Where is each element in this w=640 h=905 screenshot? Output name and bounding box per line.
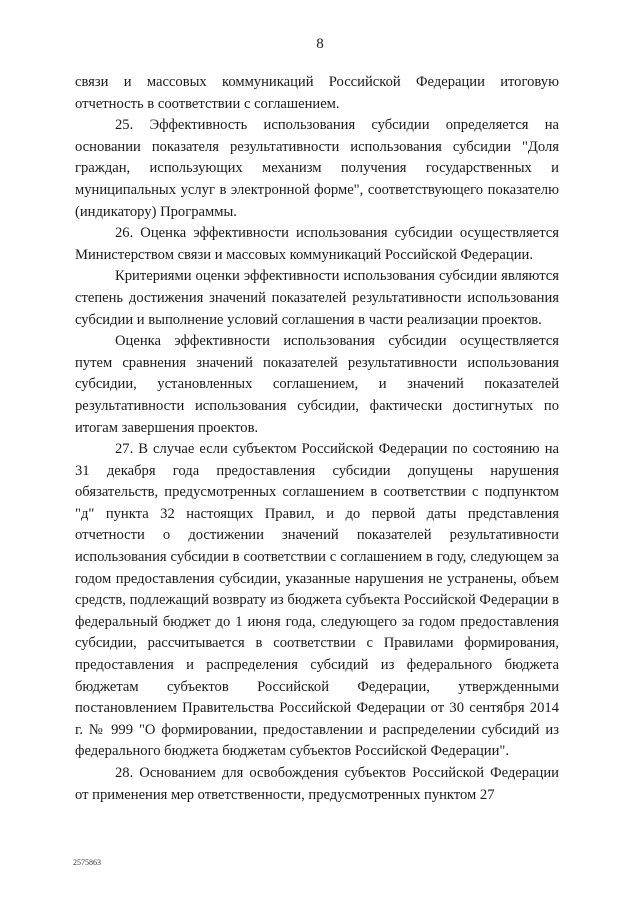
paragraph: связи и массовых коммуникаций Российской Федерации итоговую отчетность в соответствии с соглашением. — [75, 74, 559, 112]
paragraph: Оценка эффективности использования субсидии осуществляется путем сравнения значений показателей результативности использования субсидии, установленных соглашением, и значений показателей результативности использования субсидии, фактически достигнутых по итогам завершения проектов. — [75, 333, 559, 436]
paragraph: 25. Эффективность использования субсидии определяется на основании показателя результативности использования субсидии "Доля граждан, использующих механизм получения государственных и муниципальных услуг в электронной форме", соответствующего показателю (индикатору) Программы. — [75, 117, 559, 220]
paragraph: 28. Основанием для освобождения субъектов Российской Федерации от применения мер ответственности, предусмотренных пунктом 27 — [75, 765, 559, 803]
paragraph: Критериями оценки эффективности использования субсидии являются степень достижения значений показателей результативности использования субсидии и выполнение условий соглашения в части реализации проектов. — [75, 268, 559, 328]
paragraph: 26. Оценка эффективности использования субсидии осуществляется Министерством связи и массовых коммуникаций Российской Федерации. — [75, 225, 559, 263]
page-number: 8 — [316, 36, 324, 52]
document-id: 2575863 — [73, 858, 101, 867]
paragraph: 27. В случае если субъектом Российской Федерации по состоянию на 31 декабря года предоставления субсидии допущены нарушения обязательств, предусмотренных соглашением в соответствии с подпунктом "д" пункта 32 настоящих Правил, и до первой даты представления отчетности о достижении значений показателей результативности использования субсидии в соответствии с соглашением в году, следующем за годом предоставления субсидии, указанные нарушения не устранены, объем средств, подлежащий возврату из бюджета субъекта Российской Федерации в федеральный бюджет до 1 июня года, следующего за годом предоставления субсидии, рассчитывается в соответствии с Правилами формирования, предоставления и распределения субсидий из федерального бюджета бюджетам субъектов Российской Федерации, утвержденными постановлением Правительства Российской Федерации от 30 сентября 2014 г. № 999 "О формировании, предоставлении и распределении субсидий из федерального бюджета бюджетам субъектов Российской Федерации". — [75, 441, 559, 760]
body-text — [75, 72, 559, 806]
